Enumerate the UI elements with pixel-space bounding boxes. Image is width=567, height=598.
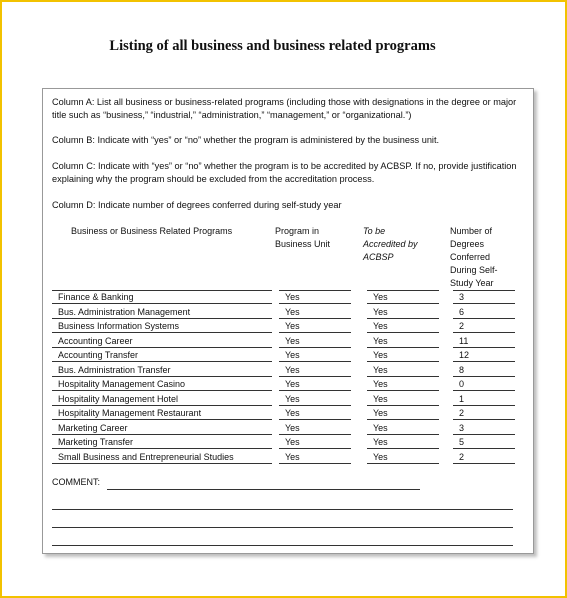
table-row	[52, 406, 522, 421]
accredited-cell: Yes	[367, 435, 439, 449]
column-c-instruction: Column C: Indicate with “yes” or “no” whether the program is to be accredited by ACBSP. If no, provide justification explaining why the program should be excluded from the accreditation process.	[52, 161, 517, 184]
table-row	[52, 377, 522, 392]
table-row	[52, 363, 522, 378]
header-business-unit: Business Unit	[275, 239, 331, 249]
business-unit-cell: Yes	[279, 406, 351, 420]
degrees-cell: 5	[453, 435, 515, 449]
degrees-cell: 2	[453, 319, 515, 333]
business-unit-cell: Yes	[279, 348, 351, 362]
header-program-in: Program in	[275, 226, 320, 236]
header-acbsp: ACBSP	[363, 252, 394, 262]
business-unit-cell: Yes	[279, 363, 351, 377]
program-cell: Accounting Career	[52, 334, 272, 348]
table-row	[52, 319, 522, 334]
table-row	[52, 348, 522, 363]
comment-line-2[interactable]	[52, 509, 513, 510]
degrees-cell: 1	[453, 392, 515, 406]
business-unit-cell: Yes	[279, 377, 351, 391]
header-study-year: Study Year	[450, 278, 494, 288]
program-cell: Hospitality Management Casino	[52, 377, 272, 391]
accredited-cell: Yes	[367, 392, 439, 406]
business-unit-cell: Yes	[279, 435, 351, 449]
degrees-cell: 3	[453, 290, 515, 304]
accredited-cell: Yes	[367, 334, 439, 348]
comment-line-1[interactable]	[107, 489, 420, 490]
header-degrees: Degrees	[450, 239, 485, 249]
business-unit-cell: Yes	[279, 305, 351, 319]
table-row	[52, 290, 522, 305]
program-cell: Business Information Systems	[52, 319, 272, 333]
business-unit-cell: Yes	[279, 334, 351, 348]
header-to-be: To be	[363, 226, 386, 236]
accredited-cell: Yes	[367, 363, 439, 377]
comment-label: COMMENT:	[52, 477, 100, 487]
program-cell: Finance & Banking	[52, 290, 272, 304]
business-unit-cell: Yes	[279, 319, 351, 333]
column-d-instruction: Column D: Indicate number of degrees conferred during self-study year	[52, 200, 342, 210]
program-cell: Marketing Career	[52, 421, 272, 435]
table-row	[52, 450, 522, 465]
degrees-cell: 6	[453, 305, 515, 319]
program-cell: Small Business and Entrepreneurial Studies	[52, 450, 272, 464]
accredited-cell: Yes	[367, 319, 439, 333]
accredited-cell: Yes	[367, 290, 439, 304]
accredited-cell: Yes	[367, 348, 439, 362]
table-row	[52, 435, 522, 450]
comment-line-4[interactable]	[52, 545, 513, 546]
program-cell: Bus. Administration Management	[52, 305, 272, 319]
table-row	[52, 305, 522, 320]
header-number-of: Number of	[450, 226, 493, 236]
page-title: Listing of all business and business related programs	[109, 38, 436, 54]
accredited-cell: Yes	[367, 450, 439, 464]
column-a-instruction: Column A: List all business or business-related programs (including those with designations in the degree or major title such as “business,” “industrial,” “administration,” “management,” or “organizational.”)	[52, 97, 517, 120]
table-row	[52, 334, 522, 349]
accredited-cell: Yes	[367, 305, 439, 319]
accredited-cell: Yes	[367, 421, 439, 435]
degrees-cell: 2	[453, 450, 515, 464]
program-cell: Accounting Transfer	[52, 348, 272, 362]
accredited-cell: Yes	[367, 406, 439, 420]
table-row	[52, 392, 522, 407]
program-cell: Hospitality Management Hotel	[52, 392, 272, 406]
header-during-self: During Self-	[450, 265, 498, 275]
business-unit-cell: Yes	[279, 290, 351, 304]
program-cell: Hospitality Management Restaurant	[52, 406, 272, 420]
business-unit-cell: Yes	[279, 392, 351, 406]
degrees-cell: 2	[453, 406, 515, 420]
form-box	[42, 88, 534, 554]
degrees-cell: 11	[453, 334, 515, 348]
header-programs: Business or Business Related Programs	[71, 226, 233, 236]
accredited-cell: Yes	[367, 377, 439, 391]
degrees-cell: 0	[453, 377, 515, 391]
degrees-cell: 12	[453, 348, 515, 362]
header-accredited-by: Accredited by	[363, 239, 418, 249]
business-unit-cell: Yes	[279, 450, 351, 464]
business-unit-cell: Yes	[279, 421, 351, 435]
comment-line-3[interactable]	[52, 527, 513, 528]
header-conferred: Conferred	[450, 252, 491, 262]
degrees-cell: 3	[453, 421, 515, 435]
degrees-cell: 8	[453, 363, 515, 377]
table-row	[52, 421, 522, 436]
column-b-instruction: Column B: Indicate with “yes” or “no” whether the program is administered by the business unit.	[52, 135, 440, 145]
program-cell: Bus. Administration Transfer	[52, 363, 272, 377]
program-cell: Marketing Transfer	[52, 435, 272, 449]
